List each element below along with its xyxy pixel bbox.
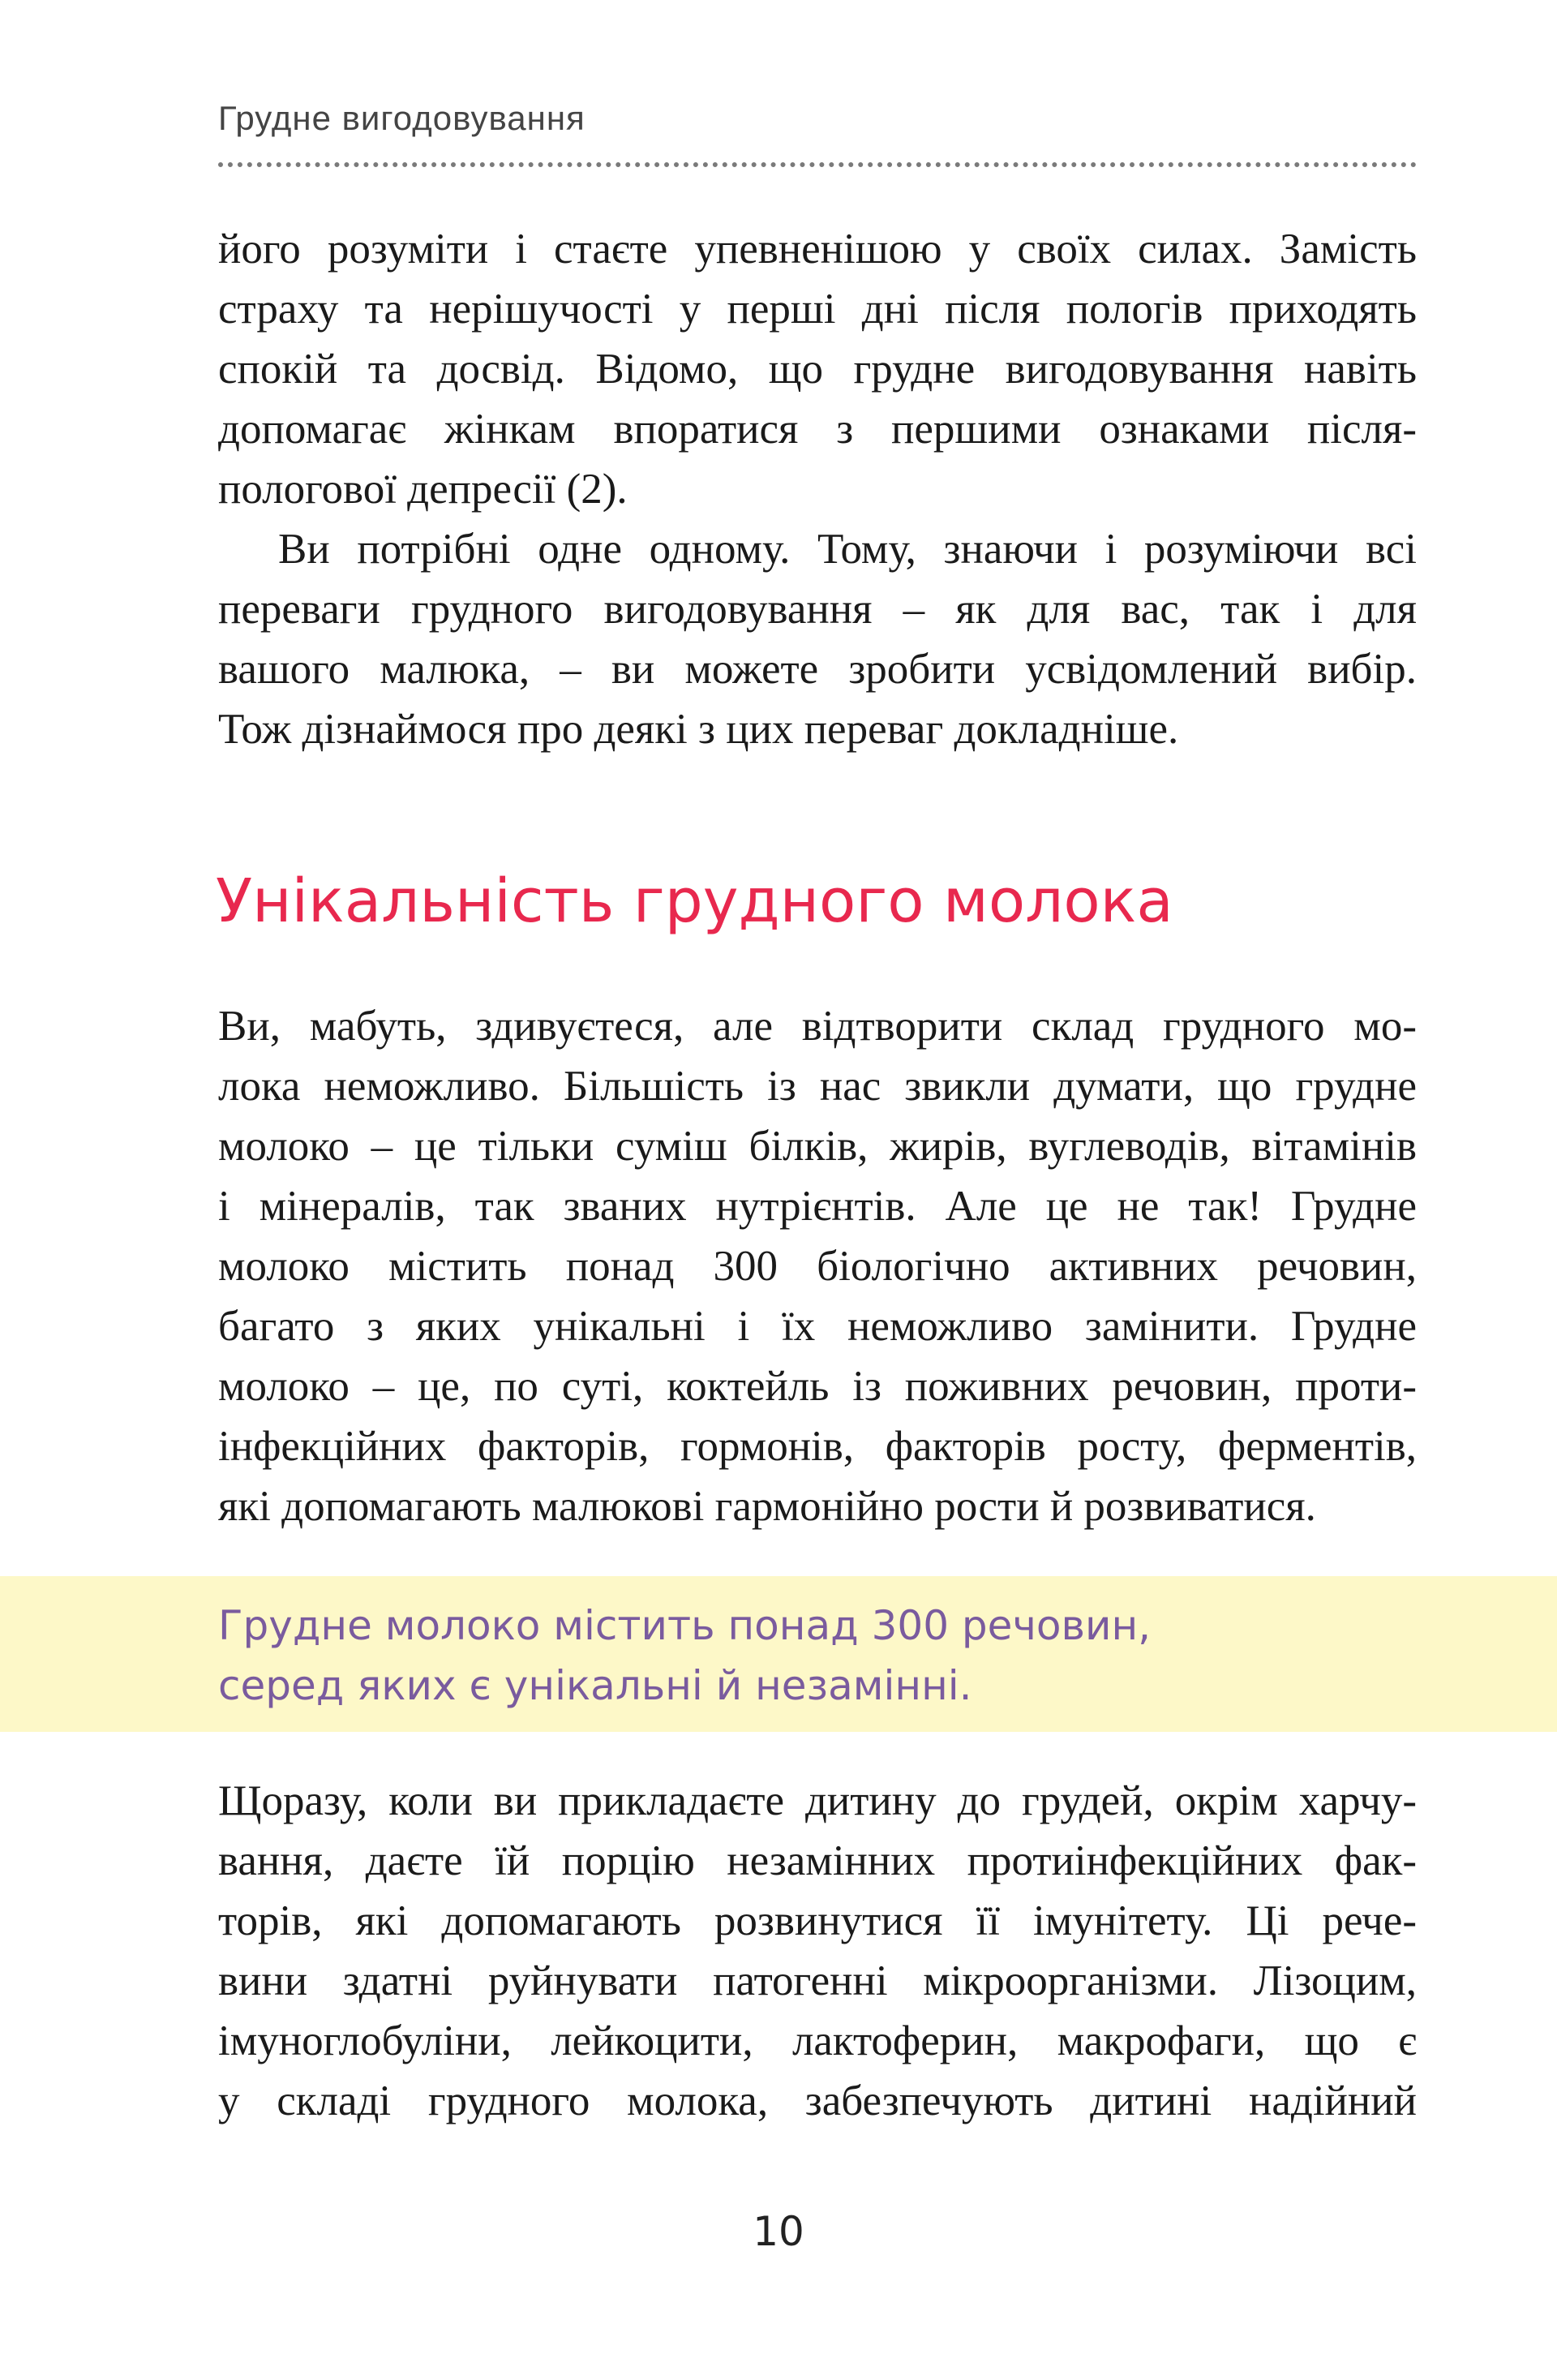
text-line: пологової депресії (2). <box>218 466 628 513</box>
callout-text <box>218 1596 1151 1716</box>
text-line: вашого малюка, – ви можете зробити усвідомлений вибір. <box>218 646 1417 693</box>
header-dotted-divider <box>218 162 1417 167</box>
section-paragraph <box>218 996 1417 1536</box>
text-line: спокій та досвід. Відомо, що грудне вигодовування навіть <box>218 346 1417 393</box>
text-line: багато з яких унікальні і їх неможливо замінити. Грудне <box>218 1303 1417 1350</box>
text-line: вини здатні руйнувати патогенні мікроорганізми. Лізоцим, <box>218 1957 1417 2004</box>
page-number: 10 <box>753 2208 804 2255</box>
section-heading: Унікальність грудного молока <box>216 866 1173 936</box>
highlight-callout <box>0 1576 1557 1732</box>
callout-line: Грудне молоко містить понад 300 речовин, <box>218 1602 1152 1649</box>
text-line: вання, даєте їй порцію незамінних протиінфекційних фак- <box>218 1837 1417 1884</box>
text-line: переваги грудного вигодовування – як для вас, так і для <box>218 586 1417 633</box>
running-header: Грудне вигодовування <box>218 99 585 137</box>
text-line: молоко – це, по суті, коктейль із поживних речовин, проти- <box>218 1363 1417 1410</box>
text-line: лока неможливо. Більшість із нас звикли думати, що грудне <box>218 1063 1417 1110</box>
text-line: допомагає жінкам впоратися з першими ознаками після- <box>218 406 1417 453</box>
text-line: Тож дізнаймося про деякі з цих переваг докладніше. <box>218 706 1179 753</box>
text-line: торів, які допомагають розвинутися її імунітету. Ці рече- <box>218 1897 1417 1944</box>
text-line: які допомагають малюкові гармонійно рости й розвиватися. <box>218 1483 1316 1530</box>
text-line: імуноглобуліни, лейкоцити, лактоферин, макрофаги, що є <box>218 2017 1417 2064</box>
text-line: Щоразу, коли ви прикладаєте дитину до грудей, окрім харчу- <box>218 1777 1417 1824</box>
text-line: Ви, мабуть, здивуєтеся, але відтворити склад грудного мо- <box>218 1003 1417 1050</box>
text-line: у складі грудного молока, забезпечують дитині надійний <box>218 2077 1417 2124</box>
text-line: Ви потрібні одне одному. Тому, знаючи і розуміючи всі <box>278 526 1417 573</box>
text-line: молоко містить понад 300 біологічно активних речовин, <box>218 1243 1417 1290</box>
text-line: і мінералів, так званих нутрієнтів. Але це не так! Грудне <box>218 1183 1417 1230</box>
text-line: молоко – це тільки суміш білків, жирів, вуглеводів, вітамінів <box>218 1123 1417 1170</box>
text-line: його розуміти і стаєте упевненішою у своїх силах. Замість <box>218 226 1417 273</box>
text-line: інфекційних факторів, гормонів, факторів росту, ферментів, <box>218 1423 1417 1470</box>
text-line: страху та нерішучості у перші дні після пологів приходять <box>218 286 1417 333</box>
callout-line: серед яких є унікальні й незамінні. <box>218 1662 972 1709</box>
paragraph-after-callout <box>218 1771 1417 2131</box>
continued-paragraphs <box>218 219 1417 759</box>
